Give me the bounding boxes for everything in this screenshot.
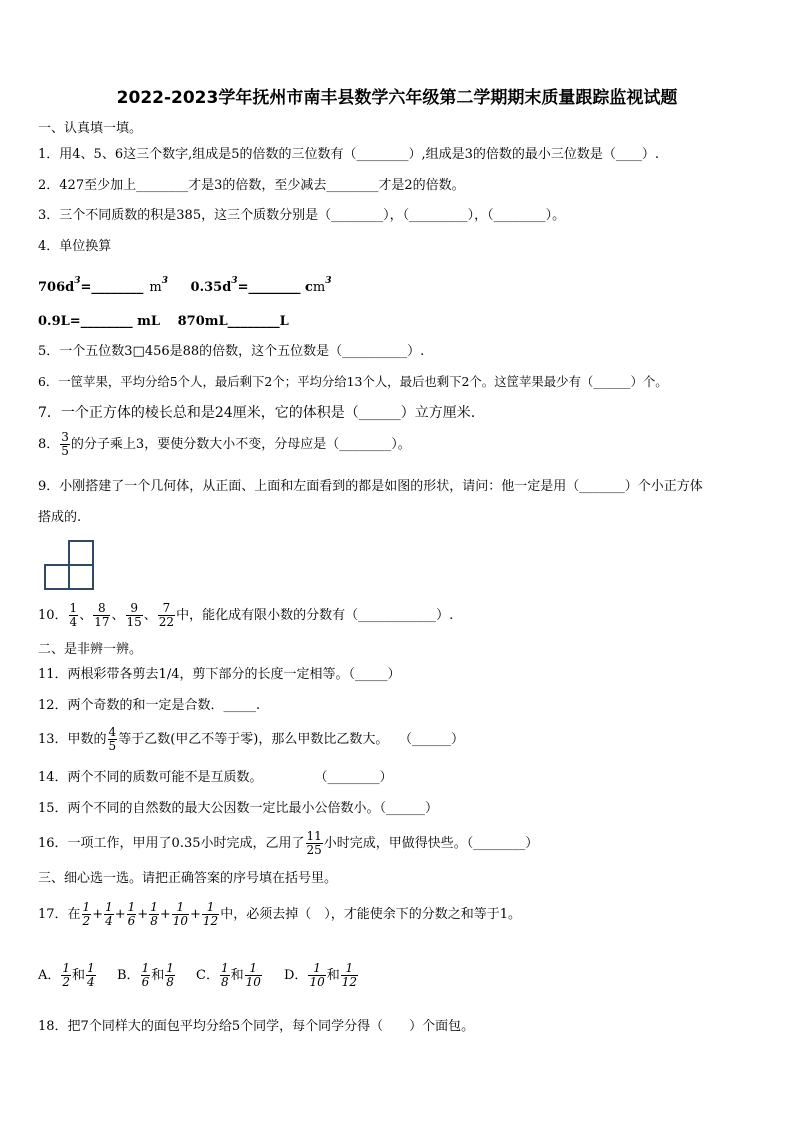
fraction: $\frac{4}{5}$ xyxy=(108,725,117,753)
question-1: 1．用4、5、6这三个数字,组成是5的倍数的三位数有（________）,组成是3的倍数的最小三位数是（____）. xyxy=(38,147,660,162)
exponent: 3 xyxy=(161,276,168,286)
question-text: 等于乙数(甲乙不等于零)，那么甲数比乙数大。 （______） xyxy=(118,732,464,747)
question-4-line-b: 0.9L=________ mL 870mL________L xyxy=(38,314,289,329)
fraction: $\frac{9}{15}$ xyxy=(126,601,142,629)
option-c: C． $\frac{1}{8}$ 和 $\frac{1}{10}$ xyxy=(196,961,261,989)
question-14: 14．两个不同的质数可能不是互质数。 （________） xyxy=(38,770,393,785)
question-6: 6．一筐苹果，平均分给5个人，最后剩下2个；平均分给13个人，最后也剩下2个。这筐苹果最少有（______）个。 xyxy=(38,374,668,389)
question-4-line-a xyxy=(38,276,332,295)
question-12: 12．两个奇数的和一定是合数．_____. xyxy=(38,698,261,713)
question-number: 10． xyxy=(38,608,68,623)
fraction: $\frac{1}{4}$ xyxy=(105,900,113,928)
cube-square xyxy=(68,564,94,590)
question-10: 10． $\frac{1}{4}$ 、 $\frac{8}{17}$ 、 $\frac{9}{15}$ 、 $\frac{7}{22}$ 中，能化成有限小数的分数有（____________）. xyxy=(38,601,454,629)
option-b: B． $\frac{1}{6}$ 和 $\frac{1}{8}$ xyxy=(117,961,174,989)
question-number: 16．一项工作，甲用了0.35小时完成，乙用了 xyxy=(38,836,305,851)
question-number: 8． xyxy=(38,437,60,452)
question-9: 9．小刚搭建了一个几何体，从正面、上面和左面看到的都是如图的形状，请问：他一定是用（_______）个小正方体 xyxy=(38,479,703,494)
question-4: 4．单位换算 xyxy=(38,239,112,254)
cube-square xyxy=(68,540,94,566)
question-5: 5．一个五位数3□456是88的倍数，这个五位数是（__________）. xyxy=(38,344,425,359)
section-heading-2: 二、是非辨一辨。 xyxy=(38,642,143,657)
fraction: $\frac{11}{25}$ xyxy=(306,829,322,857)
question-text: 中，能化成有限小数的分数有（____________）. xyxy=(176,608,454,623)
question-text: 中，必须去掉（ ），才能使余下的分数之和等于1。 xyxy=(220,907,521,922)
unit-m: m xyxy=(312,280,326,295)
question-13 xyxy=(38,726,464,753)
question-16 xyxy=(38,830,538,857)
question-text: 的分子乘上3，要使分数大小不变，分母应是（________）。 xyxy=(70,437,411,452)
option-d: D． $\frac{1}{10}$ 和 $\frac{1}{12}$ xyxy=(284,961,358,989)
question-7: 7．一个正方体的棱长总和是24厘米，它的体积是（______）立方厘米. xyxy=(38,405,476,421)
question-2: 2．427至少加上________才是3的倍数，至少减去________才是2的倍数。 xyxy=(38,178,465,193)
fraction: $\frac{1}{4}$ xyxy=(69,601,78,629)
question-15: 15．两个不同的自然数的最大公因数一定比最小公倍数小。（______） xyxy=(38,801,439,816)
question-number: 17．在 xyxy=(38,907,81,922)
answer-blank: =________ xyxy=(80,280,144,295)
question-8 xyxy=(38,431,411,458)
unit-m: m xyxy=(149,280,162,295)
question-11: 11．两根彩带各剪去1/4，剪下部分的长度一定相等。（_____） xyxy=(38,667,401,682)
unit-value-2: 0.35d xyxy=(190,280,232,295)
exponent: 3 xyxy=(231,276,238,286)
fraction: $\frac{7}{22}$ xyxy=(158,601,175,629)
question-17: 17．在 $\frac{1}{2}$ + $\frac{1}{4}$ + $\frac{1}{6}$ + $\frac{1}{8}$ + $\frac{1}{10}$ + $\frac{1}{12}$ 中，必须去掉（ ），才能使余下的分数之和等于1。 xyxy=(38,900,521,928)
fraction: $\frac{1}{6}$ xyxy=(127,900,136,928)
fraction: $\frac{1}{8}$ xyxy=(150,900,158,928)
section-heading-3: 三、细心选一选。请把正确答案的序号填在括号里。 xyxy=(38,871,338,886)
section-heading-1: 一、认真填一填。 xyxy=(38,121,143,136)
question-text: 小时完成，甲做得快些。（________） xyxy=(323,836,539,851)
fraction: $\frac{8}{17}$ xyxy=(94,601,110,629)
fraction: $\frac{3}{5}$ xyxy=(61,430,69,458)
unit-value-1: 706d xyxy=(38,280,75,295)
option-a: A． $\frac{1}{2}$ 和 $\frac{1}{4}$ xyxy=(38,961,95,989)
fraction: $\frac{1}{12}$ xyxy=(202,900,219,928)
exponent: 3 xyxy=(325,276,332,286)
cube-square xyxy=(44,564,70,590)
exponent: 3 xyxy=(74,276,81,286)
question-3: 3．三个不同质数的积是385，这三个质数分别是（________），（_________），（________）。 xyxy=(38,208,566,223)
fraction: $\frac{1}{10}$ xyxy=(172,900,189,928)
question-18: 18．把7个同样大的面包平均分给5个同学，每个同学分得（ ）个面包。 xyxy=(38,1019,475,1034)
fraction: $\frac{1}{2}$ xyxy=(82,900,91,928)
answer-blank: =________ c xyxy=(237,280,313,295)
question-number: 13．甲数的 xyxy=(38,732,107,747)
page-title: 2022-2023学年抚州市南丰县数学六年级第二学期期末质量跟踪监视试题 xyxy=(116,88,678,108)
question-9-cont: 搭成的. xyxy=(38,510,82,525)
